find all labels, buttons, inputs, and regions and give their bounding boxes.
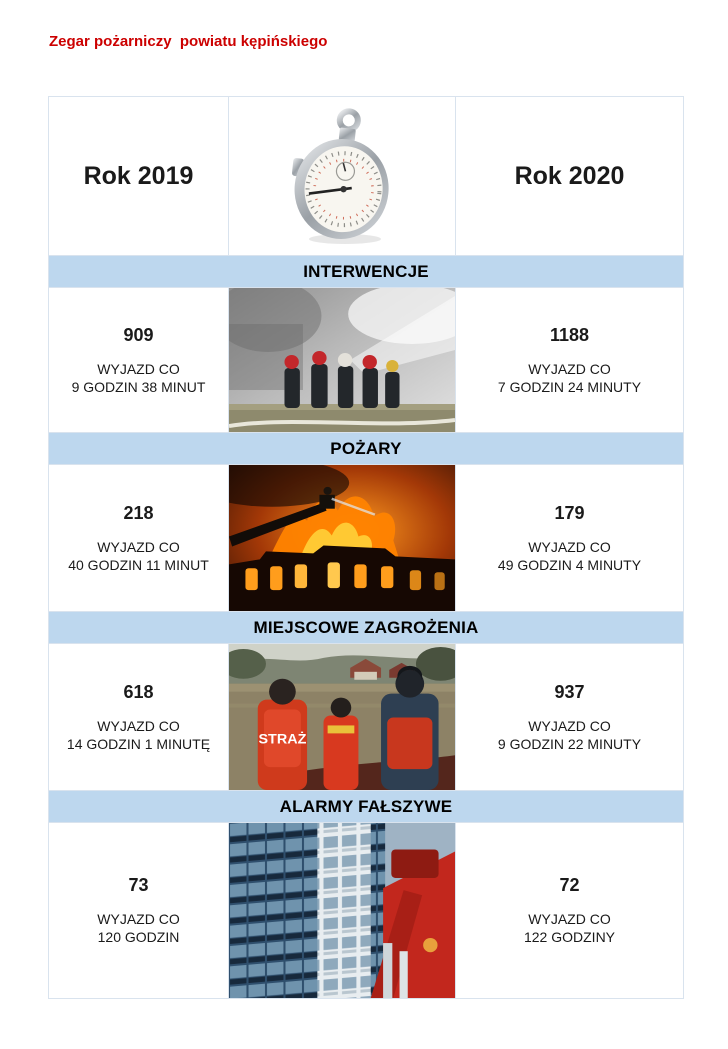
interval-line1: WYJAZD CO <box>97 538 180 555</box>
count-value: 72 <box>559 875 580 895</box>
count-value: 937 <box>554 681 585 702</box>
interval-line2: 40 GODZIN 11 MINUT <box>68 556 209 573</box>
year-2019-label: Rok 2019 <box>83 161 194 190</box>
count-value: 179 <box>554 502 585 523</box>
vest-text: STRAŻ <box>258 730 307 747</box>
section-title: INTERWENCJE <box>303 262 429 281</box>
alarmy-photo-cell <box>228 823 455 998</box>
year-2020-label: Rok 2020 <box>514 161 625 190</box>
section-row-pozary <box>49 464 683 611</box>
interval-line1: WYJAZD CO <box>97 360 180 377</box>
count-value: 218 <box>123 502 154 523</box>
page-title: Zegar pożarniczy powiatu kępińskiego <box>49 33 328 50</box>
interval-line2: 9 GODZIN 38 MINUT <box>71 378 206 395</box>
pozary-photo-cell <box>228 465 455 611</box>
stat-2020-miejscowe <box>455 644 683 790</box>
firefighters-smoke-photo <box>229 288 455 432</box>
section-row-interwencje <box>49 287 683 432</box>
stat-2020-alarmy <box>455 823 683 998</box>
interval-line2: 120 GODZIN <box>97 929 180 945</box>
section-title: POŻARY <box>330 439 402 458</box>
section-header-interwencje <box>49 255 683 287</box>
interval-line1: WYJAZD CO <box>528 360 611 377</box>
count-value: 909 <box>123 324 154 345</box>
interval-line1: WYJAZD CO <box>97 717 180 734</box>
stat-2019-interwencje <box>49 288 228 432</box>
fire-lift-building-photo <box>229 823 455 998</box>
stat-2020-pozary <box>455 465 683 611</box>
miejscowe-photo-cell <box>228 644 455 790</box>
interval-line2: 49 GODZIN 4 MINUTY <box>497 556 642 573</box>
fire-clock-table <box>48 96 684 999</box>
section-header-alarmy-falszywe <box>49 790 683 822</box>
stat-2019-alarmy <box>49 823 228 998</box>
interwencje-photo-cell <box>228 288 455 432</box>
stopwatch-image-cell <box>228 97 455 255</box>
table-header-row <box>49 97 683 255</box>
interval-line2: 14 GODZIN 1 MINUTĘ <box>66 735 211 752</box>
section-row-alarmy-falszywe <box>49 822 683 998</box>
count-value: 618 <box>123 681 154 702</box>
interval-line1: WYJAZD CO <box>97 911 180 927</box>
stat-2019-pozary <box>49 465 228 611</box>
interval-line2: 9 GODZIN 22 MINUTY <box>497 735 642 752</box>
burning-building-photo <box>229 465 455 611</box>
stat-2019-miejscowe <box>49 644 228 790</box>
interval-line2: 7 GODZIN 24 MINUTY <box>497 378 642 395</box>
section-header-miejscowe-zagrozenia <box>49 611 683 643</box>
section-title: MIEJSCOWE ZAGROŻENIA <box>253 618 479 637</box>
count-value: 73 <box>128 875 149 895</box>
year-2019-cell <box>49 97 228 255</box>
interval-line1: WYJAZD CO <box>528 538 611 555</box>
interval-line1: WYJAZD CO <box>528 717 611 734</box>
section-row-miejscowe-zagrozenia <box>49 643 683 790</box>
stopwatch-icon <box>283 105 401 247</box>
year-2020-cell <box>455 97 683 255</box>
section-title: ALARMY FAŁSZYWE <box>279 797 453 816</box>
flood-rescue-photo <box>229 644 455 790</box>
section-header-pozary <box>49 432 683 464</box>
stat-2020-interwencje <box>455 288 683 432</box>
interval-line1: WYJAZD CO <box>528 911 611 927</box>
interval-line2: 122 GODZINY <box>523 929 616 945</box>
count-value: 1188 <box>549 324 590 345</box>
